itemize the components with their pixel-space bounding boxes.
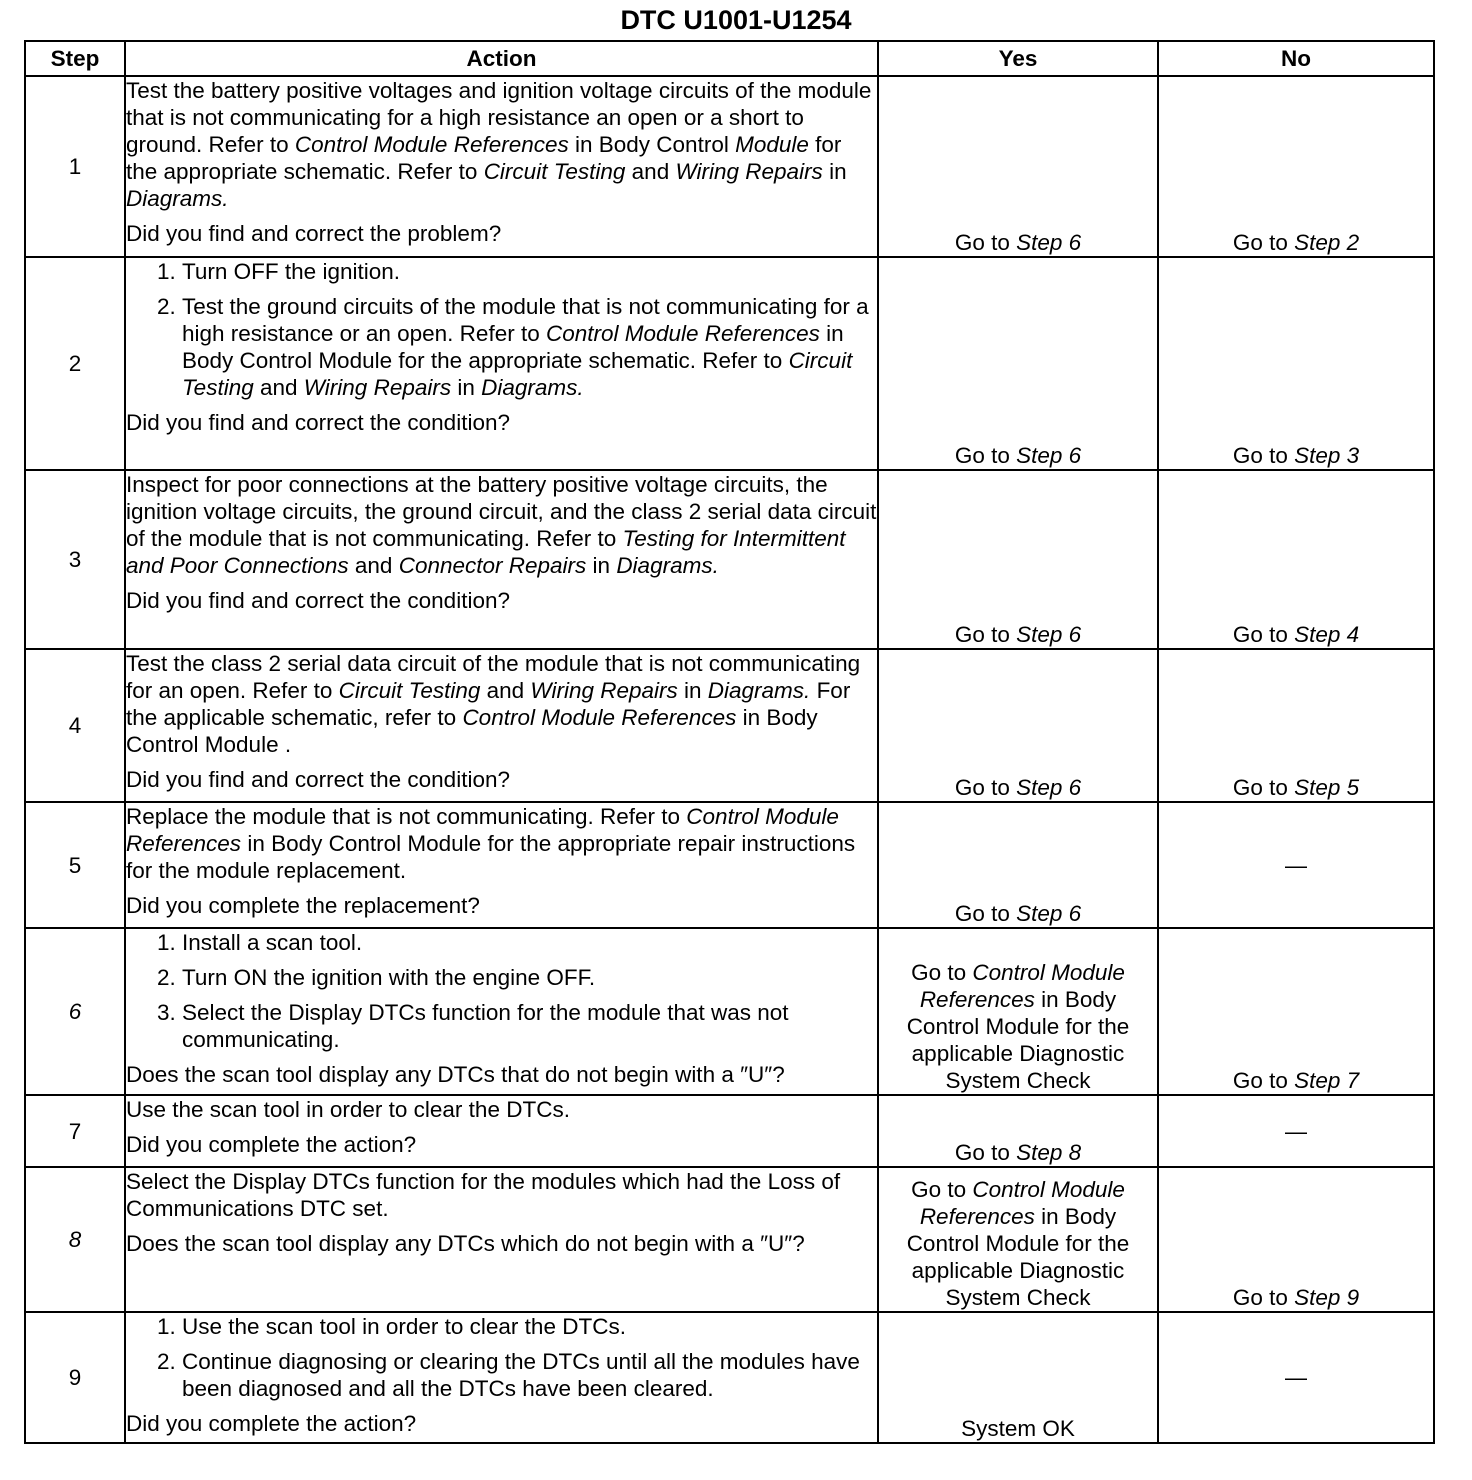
action-cell bbox=[125, 1095, 878, 1167]
yes-result bbox=[878, 802, 1158, 928]
table-row bbox=[25, 649, 1434, 802]
text-segment: Go to bbox=[954, 622, 1017, 647]
text-segment: and bbox=[480, 678, 531, 703]
no-text bbox=[1233, 775, 1359, 800]
action-steps-list bbox=[126, 1313, 877, 1402]
text-segment: Go to bbox=[1232, 1068, 1295, 1093]
italic-reference: Control Module References bbox=[919, 1177, 1125, 1229]
no-result-dash: — bbox=[1285, 1365, 1307, 1390]
italic-reference: Control Module References bbox=[294, 132, 569, 157]
text-segment: in Body Control bbox=[568, 132, 736, 157]
action-question: Does the scan tool display any DTCs which do not begin with a ″U″? bbox=[126, 1231, 805, 1256]
yes-text bbox=[955, 1139, 1081, 1166]
text-segment: For the applicable schematic, refer to bbox=[126, 678, 851, 730]
italic-reference: Step 8 bbox=[1016, 1140, 1082, 1165]
action-text bbox=[126, 77, 877, 212]
action-question: Did you complete the action? bbox=[126, 1132, 417, 1157]
text-segment: and bbox=[253, 375, 304, 400]
italic-reference: Step 4 bbox=[1294, 622, 1360, 647]
italic-reference: Testing for Intermittent and Poor Connections bbox=[126, 526, 846, 578]
yes-result bbox=[878, 257, 1158, 470]
text-segment: Test the battery positive voltages and ignition voltage circuits of the module that is not communicating for a high resistance an open or a short to ground. Refer to bbox=[126, 78, 872, 157]
table-row bbox=[25, 802, 1434, 928]
text-segment: in Body Control Module for the applicable Diagnostic System Check bbox=[906, 1204, 1130, 1310]
no-result bbox=[1158, 1095, 1434, 1167]
action-text bbox=[126, 803, 877, 884]
yes-result bbox=[878, 1095, 1158, 1167]
no-result-dash: — bbox=[1285, 852, 1307, 878]
action-cell bbox=[125, 1167, 878, 1312]
italic-reference: Wiring Repairs bbox=[303, 375, 452, 400]
no-result bbox=[1158, 257, 1434, 470]
action-text bbox=[126, 650, 877, 758]
diagnostic-table bbox=[24, 40, 1435, 1444]
action-question: Did you find and correct the condition? bbox=[126, 410, 510, 435]
italic-reference: Step 9 bbox=[1294, 1285, 1360, 1310]
list-item bbox=[182, 929, 877, 956]
no-result bbox=[1158, 470, 1434, 649]
text-segment: Use the scan tool in order to clear the DTCs. bbox=[126, 1097, 570, 1122]
text-segment: Go to bbox=[1232, 622, 1295, 647]
italic-reference: Diagrams. bbox=[616, 553, 719, 578]
action-question: Did you complete the replacement? bbox=[126, 893, 480, 918]
no-result bbox=[1158, 1312, 1434, 1443]
step-number: 1 bbox=[25, 76, 125, 257]
no-text bbox=[1233, 230, 1359, 255]
action-text bbox=[126, 1096, 877, 1123]
action-cell bbox=[125, 802, 878, 928]
no-result bbox=[1158, 1167, 1434, 1312]
text-segment: Go to bbox=[954, 901, 1017, 926]
text-segment: in bbox=[822, 159, 847, 184]
yes-result bbox=[878, 928, 1158, 1095]
text-segment: Select the Display DTCs function for the modules which had the Loss of Communications DTC set. bbox=[126, 1169, 841, 1221]
text-segment: in Body Control Module . bbox=[126, 705, 818, 757]
table-row bbox=[25, 76, 1434, 257]
text-segment: Turn OFF the ignition. bbox=[182, 259, 401, 284]
text-segment: Go to bbox=[1232, 443, 1295, 468]
action-question: Does the scan tool display any DTCs that do not begin with a ″U″? bbox=[126, 1062, 785, 1087]
action-question: Did you find and correct the condition? bbox=[126, 767, 510, 792]
italic-reference: Control Module References bbox=[545, 321, 820, 346]
action-cell bbox=[125, 928, 878, 1095]
list-item bbox=[182, 293, 877, 401]
text-segment: in bbox=[586, 553, 617, 578]
italic-reference: Connector Repairs bbox=[398, 553, 587, 578]
italic-reference: Wiring Repairs bbox=[675, 159, 823, 184]
text-segment: Go to bbox=[911, 1177, 973, 1202]
table-row bbox=[25, 1167, 1434, 1312]
step-number: 2 bbox=[25, 257, 125, 470]
list-item bbox=[182, 1313, 877, 1340]
yes-text bbox=[961, 1415, 1075, 1442]
text-segment: Install a scan tool. bbox=[182, 930, 363, 955]
no-text bbox=[1233, 443, 1359, 468]
text-segment: in bbox=[677, 678, 708, 703]
italic-reference: Control Module References bbox=[462, 705, 737, 730]
text-segment: Use the scan tool in order to clear the DTCs. bbox=[182, 1314, 626, 1339]
text-segment: and bbox=[348, 553, 399, 578]
text-segment: Test the class 2 serial data circuit of the module that is not communicating for an open. Refer to bbox=[126, 651, 861, 703]
italic-reference: Step 7 bbox=[1294, 1068, 1360, 1093]
yes-result bbox=[878, 649, 1158, 802]
yes-text bbox=[955, 900, 1081, 927]
text-segment: Go to bbox=[954, 1140, 1017, 1165]
action-steps-list bbox=[126, 258, 877, 401]
action-cell bbox=[125, 470, 878, 649]
step-number: 3 bbox=[25, 470, 125, 649]
yes-text bbox=[955, 774, 1081, 801]
table-row bbox=[25, 928, 1434, 1095]
text-segment: in Body Control Module for the applicable Diagnostic System Check bbox=[906, 987, 1130, 1093]
action-text bbox=[126, 471, 877, 579]
step-number: 7 bbox=[25, 1095, 125, 1167]
italic-reference: Module bbox=[735, 132, 809, 157]
italic-reference: Step 6 bbox=[1016, 443, 1082, 468]
action-cell bbox=[125, 1312, 878, 1443]
text-segment: and bbox=[625, 159, 676, 184]
action-cell bbox=[125, 649, 878, 802]
text-segment: Go to bbox=[1232, 1285, 1295, 1310]
yes-result bbox=[878, 1167, 1158, 1312]
text-segment: in bbox=[451, 375, 482, 400]
text-segment: in Body Control Module for the appropriate schematic. Refer to bbox=[182, 321, 844, 373]
table-body bbox=[25, 76, 1434, 1443]
list-item bbox=[182, 964, 877, 991]
step-number: 6 bbox=[25, 928, 125, 1095]
yes-text bbox=[893, 959, 1143, 1094]
table-header-row bbox=[25, 41, 1434, 76]
list-item bbox=[182, 1348, 877, 1402]
italic-reference: Step 6 bbox=[1016, 901, 1082, 926]
text-segment: Go to bbox=[1232, 775, 1295, 800]
yes-text bbox=[955, 442, 1081, 469]
header-yes: Yes bbox=[878, 41, 1158, 76]
step-number: 4 bbox=[25, 649, 125, 802]
table-row bbox=[25, 470, 1434, 649]
yes-result bbox=[878, 1312, 1158, 1443]
italic-reference: Circuit Testing bbox=[182, 348, 853, 400]
text-segment: System OK bbox=[961, 1416, 1075, 1441]
italic-reference: Step 3 bbox=[1294, 443, 1360, 468]
header-no: No bbox=[1158, 41, 1434, 76]
yes-text bbox=[955, 621, 1081, 648]
table-row bbox=[25, 257, 1434, 470]
no-result bbox=[1158, 928, 1434, 1095]
text-segment: Select the Display DTCs function for the module that was not communicating. bbox=[182, 1000, 789, 1052]
step-number: 8 bbox=[25, 1167, 125, 1312]
yes-text bbox=[893, 1176, 1143, 1311]
list-item bbox=[182, 258, 877, 285]
italic-reference: Diagrams. bbox=[126, 186, 229, 211]
table-row bbox=[25, 1095, 1434, 1167]
italic-reference: Step 2 bbox=[1294, 230, 1360, 255]
italic-reference: Step 6 bbox=[1016, 230, 1082, 255]
text-segment: Turn ON the ignition with the engine OFF. bbox=[182, 965, 596, 990]
action-question: Did you complete the action? bbox=[126, 1411, 417, 1436]
action-text bbox=[126, 1168, 877, 1222]
text-segment: Go to bbox=[954, 443, 1017, 468]
text-segment: for the appropriate schematic. Refer to bbox=[126, 132, 842, 184]
italic-reference: Circuit Testing bbox=[483, 159, 626, 184]
text-segment: Replace the module that is not communicating. Refer to bbox=[126, 804, 687, 829]
text-segment: Go to bbox=[954, 775, 1017, 800]
action-cell bbox=[125, 257, 878, 470]
no-result bbox=[1158, 649, 1434, 802]
no-result bbox=[1158, 802, 1434, 928]
action-steps-list bbox=[126, 929, 877, 1053]
table-row bbox=[25, 1312, 1434, 1443]
italic-reference: Step 5 bbox=[1294, 775, 1360, 800]
italic-reference: Diagrams. bbox=[707, 678, 811, 703]
page-title: DTC U1001-U1254 bbox=[620, 5, 852, 35]
italic-reference: Diagrams. bbox=[481, 375, 584, 400]
header-step: Step bbox=[25, 41, 125, 76]
italic-reference: Control Module References bbox=[126, 804, 839, 856]
no-text bbox=[1233, 1068, 1359, 1093]
step-number: 9 bbox=[25, 1312, 125, 1443]
italic-reference: Step 6 bbox=[1016, 775, 1082, 800]
text-segment: Test the ground circuits of the module that is not communicating for a high resistance or an open. Refer to bbox=[182, 294, 869, 346]
italic-reference: Step 6 bbox=[1016, 622, 1082, 647]
yes-text bbox=[955, 229, 1081, 256]
yes-result bbox=[878, 76, 1158, 257]
no-result bbox=[1158, 76, 1434, 257]
no-text bbox=[1233, 622, 1359, 647]
text-segment: Go to bbox=[911, 960, 973, 985]
text-segment: in Body Control Module for the appropriate repair instructions for the module replacement. bbox=[126, 831, 856, 883]
text-segment: Go to bbox=[954, 230, 1017, 255]
step-number: 5 bbox=[25, 802, 125, 928]
no-text bbox=[1233, 1285, 1359, 1310]
header-action: Action bbox=[125, 41, 878, 76]
no-result-dash: — bbox=[1285, 1118, 1307, 1144]
list-item bbox=[182, 999, 877, 1053]
italic-reference: Control Module References bbox=[919, 960, 1125, 1012]
italic-reference: Wiring Repairs bbox=[530, 678, 678, 703]
action-question: Did you find and correct the condition? bbox=[126, 588, 510, 613]
italic-reference: Circuit Testing bbox=[338, 678, 481, 703]
action-cell bbox=[125, 76, 878, 257]
text-segment: Continue diagnosing or clearing the DTCs until all the modules have been diagnosed and all the DTCs have been cleared. bbox=[182, 1349, 860, 1401]
yes-result bbox=[878, 470, 1158, 649]
action-question: Did you find and correct the problem? bbox=[126, 221, 502, 246]
text-segment: Inspect for poor connections at the battery positive voltage circuits, the ignition voltage circuits, the ground circuit, and the class 2 serial data circuit of the module that is not communicating. Refer to bbox=[126, 472, 877, 551]
text-segment: Go to bbox=[1232, 230, 1295, 255]
